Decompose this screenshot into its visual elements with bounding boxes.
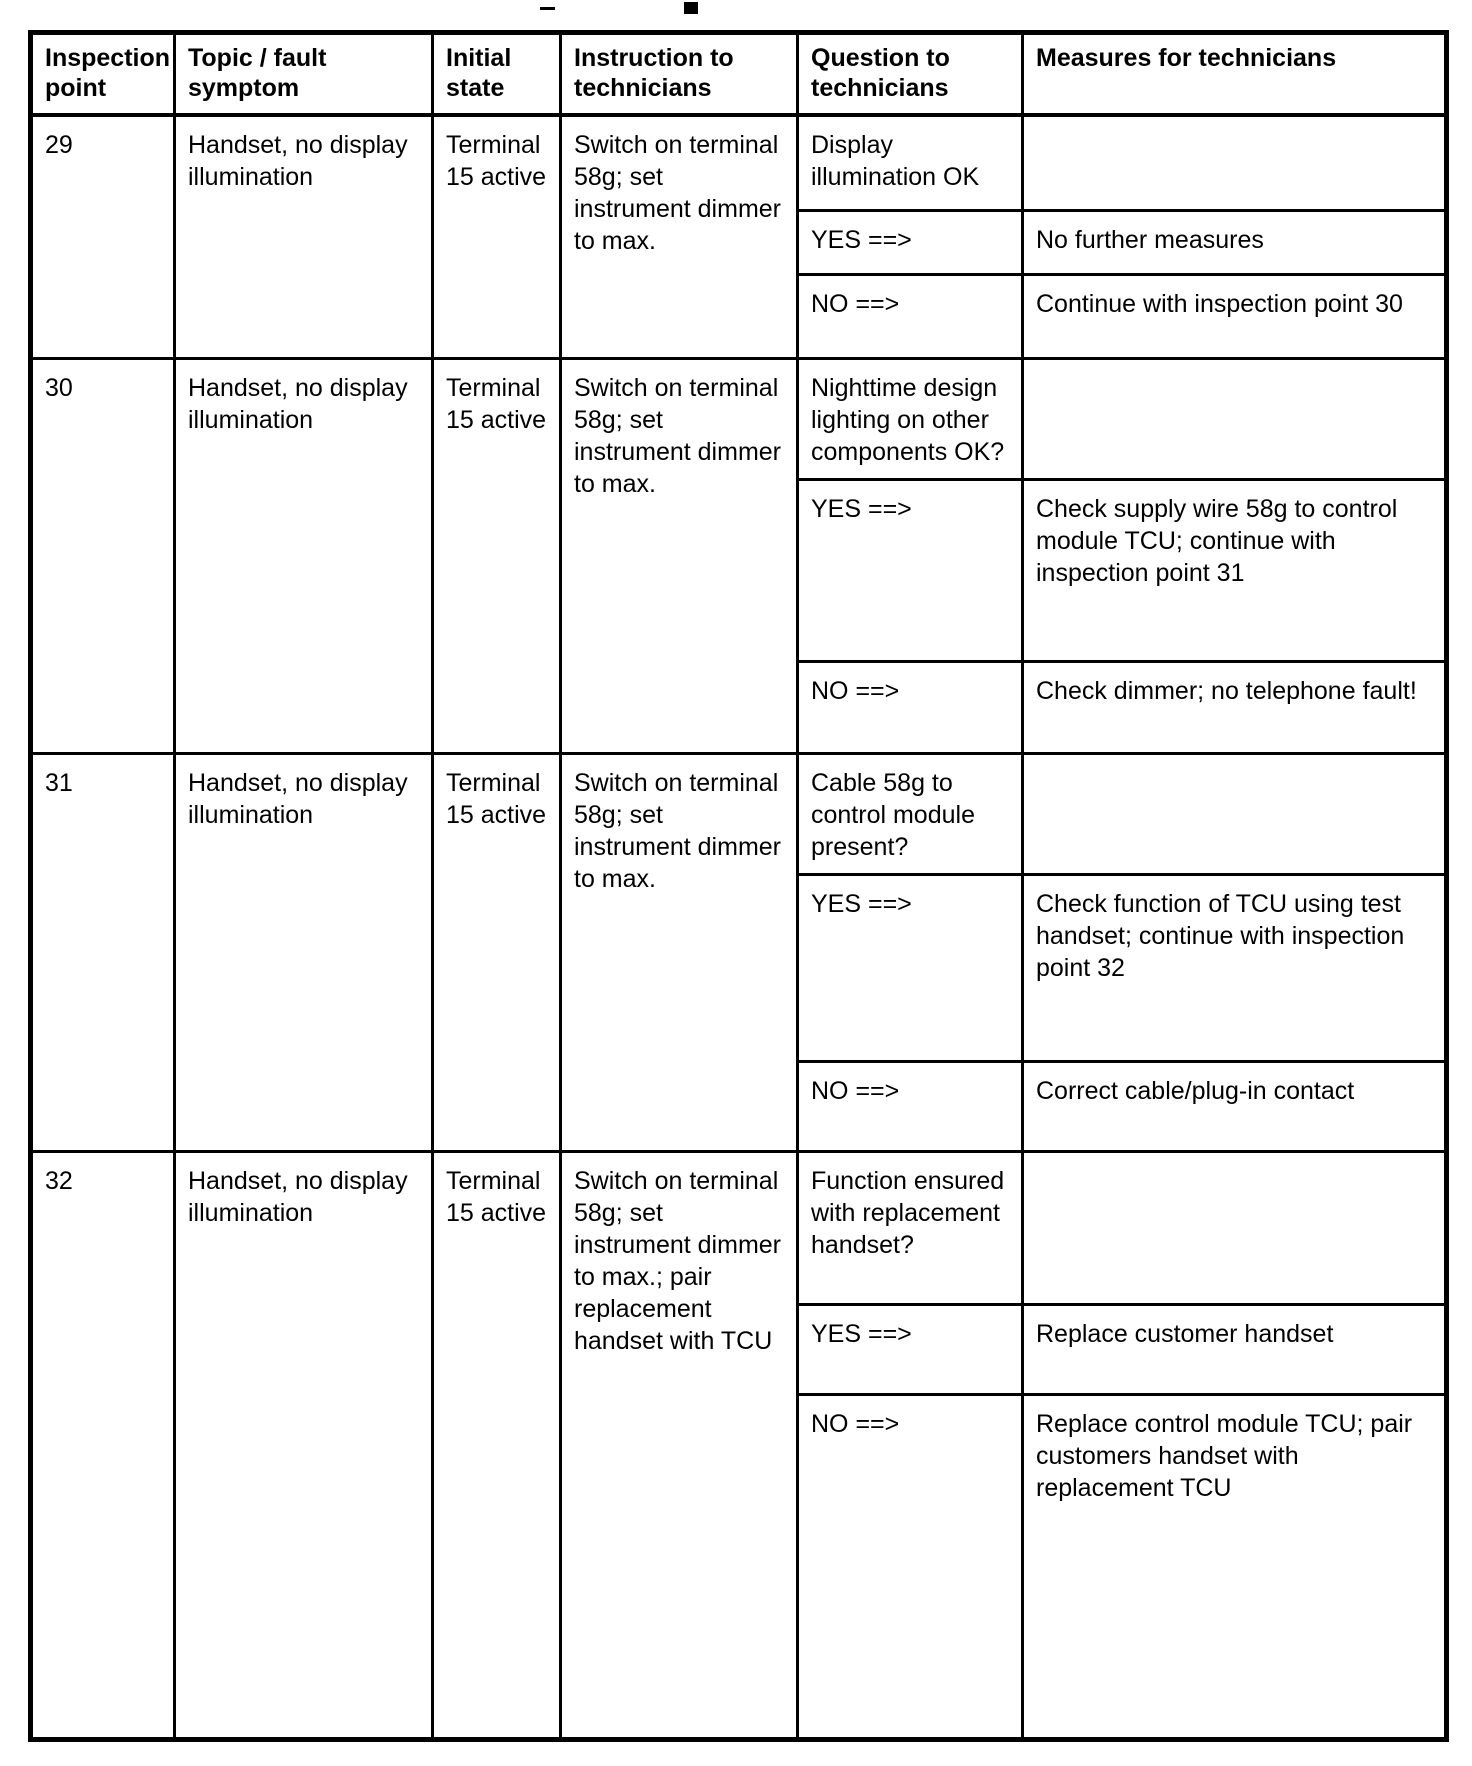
cell-initial-state: Terminal 15 active [433, 358, 561, 753]
cell-yes-measure: Replace customer handset [1023, 1304, 1447, 1394]
scan-artifact-dash [540, 7, 555, 10]
cell-yes-label: YES ==> [798, 1304, 1023, 1394]
header-initial-state: Initial state [433, 33, 561, 116]
table-row-question [31, 1151, 1447, 1304]
table-row-question [31, 753, 1447, 874]
cell-topic: Handset, no display illumination [175, 358, 433, 753]
cell-inspection-point: 29 [31, 115, 175, 358]
cell-yes-measure: Check function of TCU using test handset; continue with inspection point 32 [1023, 874, 1447, 1061]
scan-artifact-mark [684, 2, 698, 14]
cell-instruction: Switch on terminal 58g; set instrument dimmer to max. [561, 358, 798, 753]
cell-question: Function ensured with replacement handset? [798, 1151, 1023, 1304]
cell-no-measure: Replace control module TCU; pair customers handset with replacement TCU [1023, 1394, 1447, 1740]
cell-measure-blank [1023, 115, 1447, 210]
cell-measure-blank [1023, 753, 1447, 874]
cell-topic: Handset, no display illumination [175, 1151, 433, 1740]
header-question: Question to technicians [798, 33, 1023, 116]
cell-no-label: NO ==> [798, 1061, 1023, 1151]
cell-measure-blank [1023, 1151, 1447, 1304]
cell-initial-state: Terminal 15 active [433, 1151, 561, 1740]
cell-yes-label: YES ==> [798, 210, 1023, 274]
header-inspection-point: Inspection point [31, 33, 175, 116]
cell-topic: Handset, no display illumination [175, 753, 433, 1151]
inspection-troubleshooting-table [28, 30, 1449, 1742]
cell-question: Display illumination OK [798, 115, 1023, 210]
cell-instruction: Switch on terminal 58g; set instrument dimmer to max. [561, 753, 798, 1151]
cell-instruction: Switch on terminal 58g; set instrument dimmer to max.; pair replacement handset with TCU [561, 1151, 798, 1740]
table-row-question [31, 115, 1447, 210]
header-instruction: Instruction to technicians [561, 33, 798, 116]
cell-inspection-point: 32 [31, 1151, 175, 1740]
cell-no-measure: Check dimmer; no telephone fault! [1023, 661, 1447, 753]
cell-initial-state: Terminal 15 active [433, 115, 561, 358]
cell-inspection-point: 31 [31, 753, 175, 1151]
cell-no-measure: Correct cable/plug-in contact [1023, 1061, 1447, 1151]
cell-measure-blank [1023, 358, 1447, 479]
cell-question: Cable 58g to control module present? [798, 753, 1023, 874]
cell-yes-measure: No further measures [1023, 210, 1447, 274]
table-row-question [31, 358, 1447, 479]
header-row [31, 33, 1447, 116]
cell-topic: Handset, no display illumination [175, 115, 433, 358]
cell-yes-measure: Check supply wire 58g to control module TCU; continue with inspection point 31 [1023, 479, 1447, 661]
cell-question: Nighttime design lighting on other components OK? [798, 358, 1023, 479]
header-measures: Measures for technicians [1023, 33, 1447, 116]
cell-no-label: NO ==> [798, 274, 1023, 358]
cell-yes-label: YES ==> [798, 874, 1023, 1061]
cell-instruction: Switch on terminal 58g; set instrument dimmer to max. [561, 115, 798, 358]
header-topic-fault-symptom: Topic / fault symptom [175, 33, 433, 116]
cell-no-label: NO ==> [798, 661, 1023, 753]
cell-no-label: NO ==> [798, 1394, 1023, 1740]
cell-yes-label: YES ==> [798, 479, 1023, 661]
cell-no-measure: Continue with inspection point 30 [1023, 274, 1447, 358]
cell-inspection-point: 30 [31, 358, 175, 753]
cell-initial-state: Terminal 15 active [433, 753, 561, 1151]
